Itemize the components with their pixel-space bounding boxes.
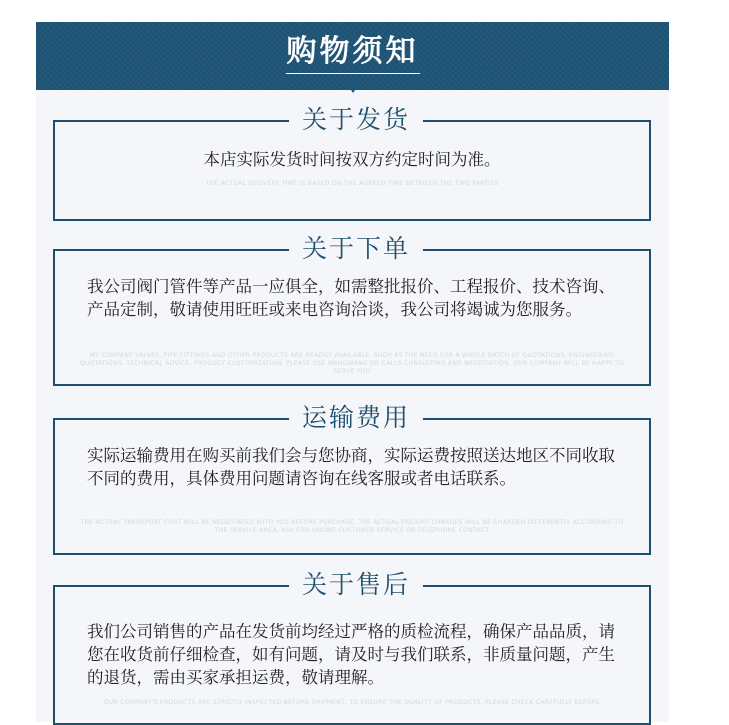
header-banner: [36, 22, 669, 90]
down-arrow-icon: [345, 81, 361, 93]
notice-box-shipping-cost: [53, 403, 651, 555]
section-english: THE ACTUAL DELIVERY TIME IS BASED ON THE AGREED TIME BETWEEN THE TWO PARTIES: [205, 180, 499, 187]
section-body: 我公司阀门管件等产品一应俱全，如需整批报价、工程报价、技术咨询、产品定制，敬请使用旺旺或来电咨询洽谈，我公司将竭诚为您服务。: [87, 277, 615, 319]
page-title: 购物须知: [286, 34, 419, 69]
section-english: MY COMPANY VALVES, PIPE FITTINGS AND OTHER PRODUCTS ARE READILY AVAILABLE, SUCH AS THE NEED FOR A WHOLE BATCH OF QUOTATIONS, ENGINEERING QUOTATIONS, TECHNICAL ADVICE, PRODUCT CUSTOMIZATION, PLEASE USE WANGWANG OR CALLS CONSULTING AND NEGOTIATION, OUR COMPANY WILL BE HAPPY TO SERVE YOU: [79, 352, 625, 375]
section-body: 实际运输费用在购买前我们会与您协商，实际运费按照送达地区不同收取不同的费用，具体费用问题请咨询在线客服或者电话联系。: [87, 446, 615, 488]
section-title: 关于售后: [289, 569, 423, 601]
notice-box-after-sales: [53, 570, 651, 725]
notice-box-delivery: [53, 105, 651, 221]
notice-box-ordering: [53, 234, 651, 386]
section-title: 关于发货: [289, 104, 423, 136]
section-body: 本店实际发货时间按双方约定时间为准。: [203, 150, 501, 169]
section-title: 运输费用: [289, 402, 423, 434]
title-underline: [286, 73, 420, 74]
section-body: 我们公司销售的产品在发货前均经过严格的质检流程，确保产品品质，请您在收货前仔细检查，如有问题，请及时与我们联系，非质量问题，产生的退货，需由买家承担运费，敬请理解。: [87, 622, 615, 687]
section-title: 关于下单: [289, 233, 423, 265]
section-english: OUR COMPANY'S PRODUCTS ARE STRICTLY INSPECTED BEFORE SHIPMENT, TO ENSURE THE QUALITY OF PRODUCTS, PLEASE CHECK CAREFULLY BEFORE: [103, 699, 601, 706]
section-english: THE ACTUAL TRANSPORT COST WILL BE NEGOTIATED WITH YOU BEFORE PURCHASE, THE ACTUAL FREIGHT CHARGES WILL BE CHARGED DIFFERENTLY ACCORDING TO THE SERVICE AREA, ASK FOR ONLINE CUSTOMER SERVICE OR TELEPHONE CONTACT: [80, 519, 624, 534]
